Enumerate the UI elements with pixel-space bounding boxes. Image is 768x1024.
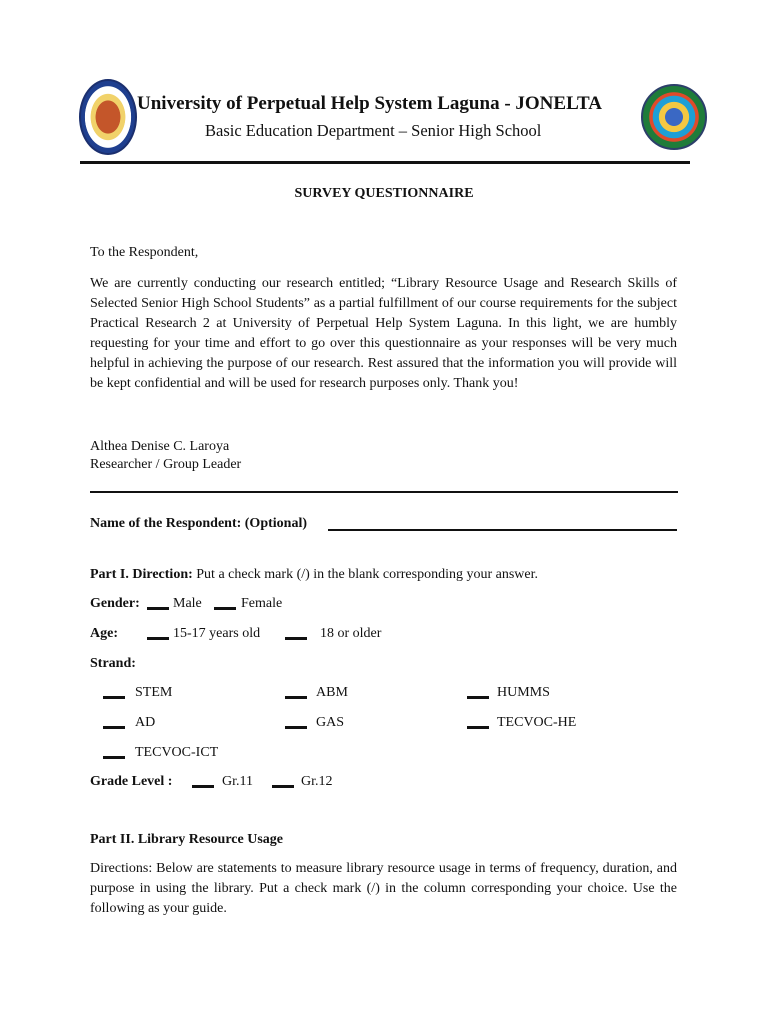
grade-level-label: Grade Level : xyxy=(90,774,173,789)
strand-stem-label: STEM xyxy=(135,685,173,700)
age-18-older-label: 18 or older xyxy=(320,626,382,641)
grade-12-blank[interactable] xyxy=(272,785,294,788)
gender-male-blank[interactable] xyxy=(147,607,169,610)
header-rule xyxy=(80,161,690,164)
university-title: University of Perpetual Help System Laguna - JONELTA xyxy=(137,93,602,114)
strand-tecvoc-ict-label: TECVOC-ICT xyxy=(135,745,219,760)
grade-12-label: Gr.12 xyxy=(301,774,333,789)
age-15-17-label: 15-17 years old xyxy=(173,626,261,641)
age-label: Age: xyxy=(90,626,118,641)
part2-directions: Directions: Below are statements to measure library resource usage in terms of frequency, duration, and purpose in using the library. Put a check mark (/) in the column corresponding your choice. Use the following as your guide. xyxy=(90,861,677,916)
survey-title: SURVEY QUESTIONNAIRE xyxy=(294,186,474,201)
strand-humms-label: HUMMS xyxy=(497,685,550,700)
part1-direction-text: Put a check mark (/) in the blank corresponding your answer. xyxy=(196,567,539,582)
strand-humms-blank[interactable] xyxy=(467,696,489,699)
strand-label: Strand: xyxy=(90,656,136,671)
age-18-older-blank[interactable] xyxy=(285,637,307,640)
intro-paragraph: We are currently conducting our research entitled; “Library Resource Usage and Research Skills of Selected Senior High School Students” as a partial fulfillment of our course requirements for the subject Practical Research 2 at University of Perpetual Help System Laguna. In this light, we are humbly requesting for your time and effort to go over this questionnaire as your responses will be very much helpful in achieving the purpose of our research. Rest assured that the information you will provide will be kept confidential and will be used for research purposes only. Thank you! xyxy=(90,276,677,391)
age-15-17-blank[interactable] xyxy=(147,637,169,640)
strand-tecvoc-he-blank[interactable] xyxy=(467,726,489,729)
part2-title: Part II. Library Resource Usage xyxy=(90,832,283,847)
grade-11-label: Gr.11 xyxy=(222,774,253,789)
strand-stem-blank[interactable] xyxy=(103,696,125,699)
strand-abm-label: ABM xyxy=(316,685,348,700)
university-seal-logo xyxy=(79,79,137,155)
gender-label: Gender: xyxy=(90,596,140,611)
department-subtitle: Basic Education Department – Senior High School xyxy=(205,121,542,140)
researcher-name: Althea Denise C. Laroya xyxy=(90,439,230,454)
strand-ad-blank[interactable] xyxy=(103,726,125,729)
strand-ad-label: AD xyxy=(135,715,156,730)
gender-male-label: Male xyxy=(173,596,202,611)
researcher-role: Researcher / Group Leader xyxy=(90,457,242,472)
part1-direction xyxy=(90,567,538,583)
section-divider xyxy=(90,491,678,493)
respondent-name-label: Name of the Respondent: (Optional) xyxy=(90,516,307,531)
grade-11-blank[interactable] xyxy=(192,785,214,788)
strand-gas-label: GAS xyxy=(316,715,345,730)
salutation: To the Respondent, xyxy=(90,245,199,260)
strand-tecvoc-ict-blank[interactable] xyxy=(103,756,125,759)
part1-direction-label: Part I. Direction: xyxy=(90,567,193,582)
gender-female-label: Female xyxy=(241,596,283,611)
strand-abm-blank[interactable] xyxy=(285,696,307,699)
respondent-name-field[interactable] xyxy=(328,529,677,531)
gender-female-blank[interactable] xyxy=(214,607,236,610)
senior-high-school-logo xyxy=(641,84,707,150)
strand-tecvoc-he-label: TECVOC-HE xyxy=(497,715,577,730)
strand-gas-blank[interactable] xyxy=(285,726,307,729)
